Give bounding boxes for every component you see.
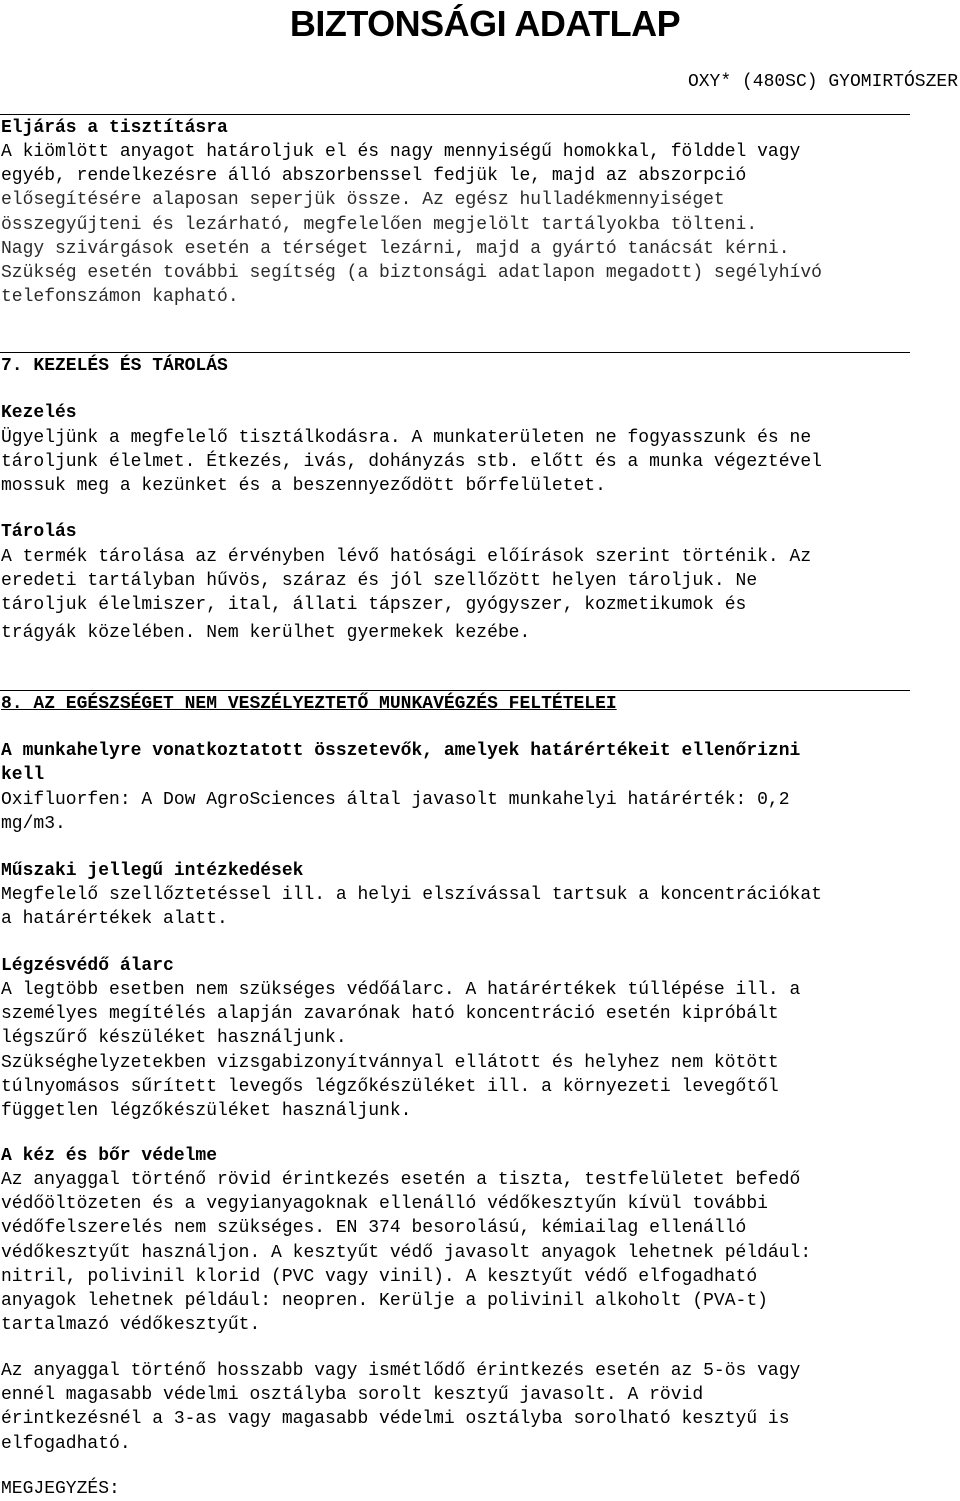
heading-line: A munkahelyre vonatkoztatott összetevők, amelyek határértékeit ellenőrizni (1, 741, 801, 761)
text-line: A kiömlött anyagot határoljuk el és nagy mennyiségű homokkal, földdel vagy (1, 142, 801, 162)
note-label: MEGJEGYZÉS: (1, 1479, 120, 1499)
text-line: A termék tárolása az érvényben lévő hatósági előírások szerint történik. Az (1, 547, 812, 567)
text-line: trágyák közelében. Nem kerülhet gyermekek kezébe. (1, 622, 531, 643)
text-line: elfogadható. (1, 1433, 131, 1454)
text-line: érintkezésnél a 3-as vagy magasabb védelmi osztályba sorolható kesztyű is (1, 1409, 790, 1430)
text-line: nitril, polivinil klorid (PVC vagy vinil). A kesztyűt védő elfogadható (1, 1266, 758, 1287)
storage-heading: Tárolás (1, 522, 77, 542)
respirator-paragraph (1, 978, 800, 1123)
text-line: Oxifluorfen: A Dow AgroSciences által javasolt munkahelyi határérték: 0,2 (1, 790, 790, 810)
cleanup-heading: Eljárás a tisztításra (1, 118, 228, 138)
text-line: ennél magasabb védelmi osztályba sorolt kesztyű javasolt. A rövid (1, 1385, 704, 1406)
text-line: a határértékek alatt. (1, 909, 228, 930)
text-line: mg/m3. (1, 814, 66, 835)
section-8-heading: 8. AZ EGÉSZSÉGET NEM VESZÉLYEZTETŐ MUNKAVÉGZÉS FELTÉTELEI (1, 694, 617, 714)
handling-heading: Kezelés (1, 403, 77, 423)
product-name: OXY* (480SC) GYOMIRTÓSZER (687, 72, 958, 92)
text-line: tartalmazó védőkesztyűt. (1, 1315, 261, 1336)
text-line: védőfelszerelés nem szükséges. EN 374 besorolású, kémiailag ellenálló (1, 1218, 747, 1239)
text-line: összegyűjteni és lezárható, megfelelően megjelölt tartályokba tölteni. (1, 214, 758, 235)
text-line: anyagok lehetnek például: neopren. Kerülje a polivinil alkoholt (PVA-t) (1, 1290, 768, 1311)
heading-line: kell (1, 765, 45, 786)
text-line: elősegítésére alaposan seperjük össze. Az egész hulladékmennyiséget (1, 190, 725, 211)
text-line: védőkesztyűt használjon. A kesztyűt védő javasolt anyagok lehetnek például: (1, 1242, 812, 1263)
engineering-paragraph (1, 883, 822, 931)
respirator-heading: Légzésvédő álarc (1, 956, 174, 976)
text-line: Ügyeljünk a megfelelő tisztálkodásra. A munkaterületen ne fogyasszunk és ne (1, 428, 812, 448)
text-line: túlnyomásos sűrített levegős légzőkészüléket ill. a környezeti levegőtől (1, 1076, 779, 1097)
text-line: tároljuk élelmiszer, ital, állati tápszer, gyógyszer, kozmetikumok és (1, 595, 747, 616)
divider (0, 352, 910, 353)
cleanup-paragraph (1, 140, 822, 309)
document-title: BIZTONSÁGI ADATLAP (289, 3, 681, 44)
section-7-heading: 7. KEZELÉS ÉS TÁROLÁS (1, 356, 228, 376)
text-line: Nagy szivárgások esetén a térséget lezárni, majd a gyártó tanácsát kérni. (1, 238, 790, 259)
text-line: légszűrő készüléket használjunk. (1, 1028, 347, 1049)
divider (0, 690, 910, 691)
skin-heading: A kéz és bőr védelme (1, 1146, 218, 1166)
text-line: Az anyaggal történő hosszabb vagy ismétlődő érintkezés esetén az 5-ös vagy (1, 1361, 801, 1381)
limits-paragraph (1, 788, 790, 836)
text-line: eredeti tartályban hűvös, száraz és jól szellőzött helyen tároljuk. Ne (1, 571, 758, 592)
text-line: védőöltözeten és a vegyianyagoknak ellenálló védőkesztyűn kívül további (1, 1194, 768, 1215)
skin-paragraph-2 (1, 1359, 800, 1456)
text-line: telefonszámon kapható. (1, 287, 239, 308)
text-line: személyes megítélés alapján zavarónak ható koncentráció esetén kipróbált (1, 1004, 779, 1025)
text-line: Szükséghelyzetekben vizsgabizonyítvánnyal ellátott és helyhez nem kötött (1, 1052, 779, 1073)
limits-heading (1, 739, 800, 787)
text-line: Megfelelő szellőztetéssel ill. a helyi elszívással tartsuk a koncentrációkat (1, 885, 822, 905)
skin-paragraph (1, 1168, 811, 1337)
text-line: tároljunk élelmet. Étkezés, ivás, dohányzás stb. előtt és a munka végeztével (1, 452, 822, 473)
text-line: független légzőkészüléket használjunk. (1, 1100, 412, 1121)
text-line: egyéb, rendelkezésre álló abszorbenssel fedjük le, majd az abszorpció (1, 166, 747, 187)
storage-paragraph (1, 545, 811, 645)
text-line: Szükség esetén további segítség (a biztonsági adatlapon megadott) segélyhívó (1, 262, 822, 283)
text-line: A legtöbb esetben nem szükséges védőálarc. A határértékek túllépése ill. a (1, 980, 801, 1000)
text-line: mossuk meg a kezünket és a beszennyeződött bőrfelületet. (1, 476, 606, 497)
handling-paragraph (1, 426, 822, 499)
divider (0, 114, 910, 115)
text-line: Az anyaggal történő rövid érintkezés esetén a tiszta, testfelületet befedő (1, 1170, 801, 1190)
engineering-heading: Műszaki jellegű intézkedések (1, 861, 304, 881)
